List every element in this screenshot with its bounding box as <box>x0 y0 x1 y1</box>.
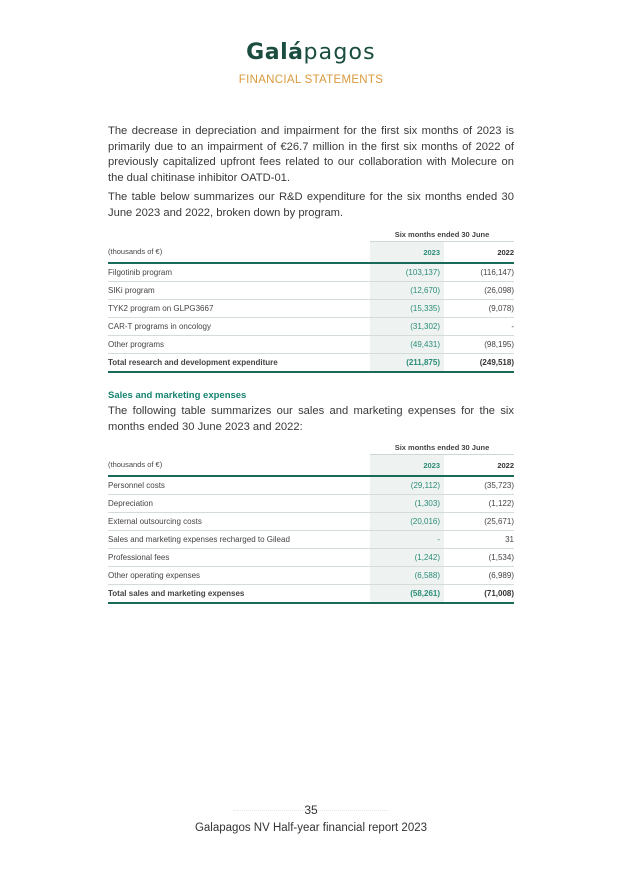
table-row <box>108 549 514 567</box>
table-row <box>108 318 514 336</box>
total-2022: (249,518) <box>444 354 514 373</box>
total-label: Total research and development expenditure <box>108 354 370 373</box>
value-2022: (25,671) <box>444 513 514 531</box>
value-2022: (6,989) <box>444 567 514 585</box>
row-label: Depreciation <box>108 495 370 513</box>
value-2023: (49,431) <box>370 336 444 354</box>
value-2023: (31,302) <box>370 318 444 336</box>
value-2023: (12,670) <box>370 282 444 300</box>
table-row <box>108 336 514 354</box>
table-row <box>108 531 514 549</box>
rd-expenditure-table <box>108 227 514 373</box>
footer-report-title: Galapagos NV Half-year financial report 2023 <box>194 822 428 834</box>
paragraph-depreciation: The decrease in depreciation and impairment for the first six months of 2023 is primarily due to an impairment of €26.7 million in the first six months of 2022 of previously capitalized upfront fees related to our collaboration with Molecure on the dual chitinase inhibitor OATD-01. <box>108 125 514 184</box>
table-row <box>108 300 514 318</box>
value-2022: (35,723) <box>444 476 514 495</box>
section-title: FINANCIAL STATEMENTS <box>238 74 384 86</box>
column-header-2022: 2022 <box>444 455 514 477</box>
column-header-2023: 2023 <box>370 455 444 477</box>
value-2022: (98,195) <box>444 336 514 354</box>
company-logo <box>0 40 622 65</box>
total-2022: (71,008) <box>444 585 514 604</box>
paragraph-sm-intro: The following table summarizes our sales and marketing expenses for the six months ended 30 June 2023 and 2022: <box>108 405 514 433</box>
unit-label: (thousands of €) <box>108 455 370 477</box>
total-2023: (58,261) <box>370 585 444 604</box>
sales-marketing-table <box>108 440 514 604</box>
logo-text-bold: Galá <box>246 40 304 65</box>
table-row <box>108 513 514 531</box>
value-2022: (1,534) <box>444 549 514 567</box>
value-2023: (15,335) <box>370 300 444 318</box>
value-2022: (26,098) <box>444 282 514 300</box>
logo-text-light: pagos <box>303 40 376 65</box>
period-label: Six months ended 30 June <box>370 440 514 455</box>
row-label: External outsourcing costs <box>108 513 370 531</box>
value-2022: (1,122) <box>444 495 514 513</box>
column-header-2023: 2023 <box>370 242 444 264</box>
unit-label: (thousands of €) <box>108 242 370 264</box>
period-label: Six months ended 30 June <box>370 227 514 242</box>
value-2023: (6,588) <box>370 567 444 585</box>
total-2023: (211,875) <box>370 354 444 373</box>
total-label: Total sales and marketing expenses <box>108 585 370 604</box>
row-label: SIKi program <box>108 282 370 300</box>
total-row <box>108 354 514 373</box>
table-row <box>108 282 514 300</box>
value-2023: (1,242) <box>370 549 444 567</box>
row-label: Other programs <box>108 336 370 354</box>
row-label: Professional fees <box>108 549 370 567</box>
value-2023: (20,016) <box>370 513 444 531</box>
row-label: Other operating expenses <box>108 567 370 585</box>
value-2022: (9,078) <box>444 300 514 318</box>
value-2023: (29,112) <box>370 476 444 495</box>
column-header-2022: 2022 <box>444 242 514 264</box>
paragraph-rd-intro: The table below summarizes our R&D expenditure for the six months ended 30 June 2023 and 2022, broken down by program. <box>108 191 514 219</box>
row-label: CAR-T programs in oncology <box>108 318 370 336</box>
row-label: Sales and marketing expenses recharged to Gilead <box>108 531 370 549</box>
value-2022: 31 <box>444 531 514 549</box>
table-row <box>108 495 514 513</box>
table-row <box>108 263 514 282</box>
value-2022: - <box>444 318 514 336</box>
value-2023: (1,303) <box>370 495 444 513</box>
row-label: Personnel costs <box>108 476 370 495</box>
page-number: 35 <box>304 803 318 817</box>
table-row <box>108 567 514 585</box>
row-label: TYK2 program on GLPG3667 <box>108 300 370 318</box>
total-row <box>108 585 514 604</box>
value-2023: (103,137) <box>370 263 444 282</box>
value-2023: - <box>370 531 444 549</box>
value-2022: (116,147) <box>444 263 514 282</box>
table-row <box>108 476 514 495</box>
row-label: Filgotinib program <box>108 263 370 282</box>
sales-marketing-heading: Sales and marketing expenses <box>108 390 247 401</box>
